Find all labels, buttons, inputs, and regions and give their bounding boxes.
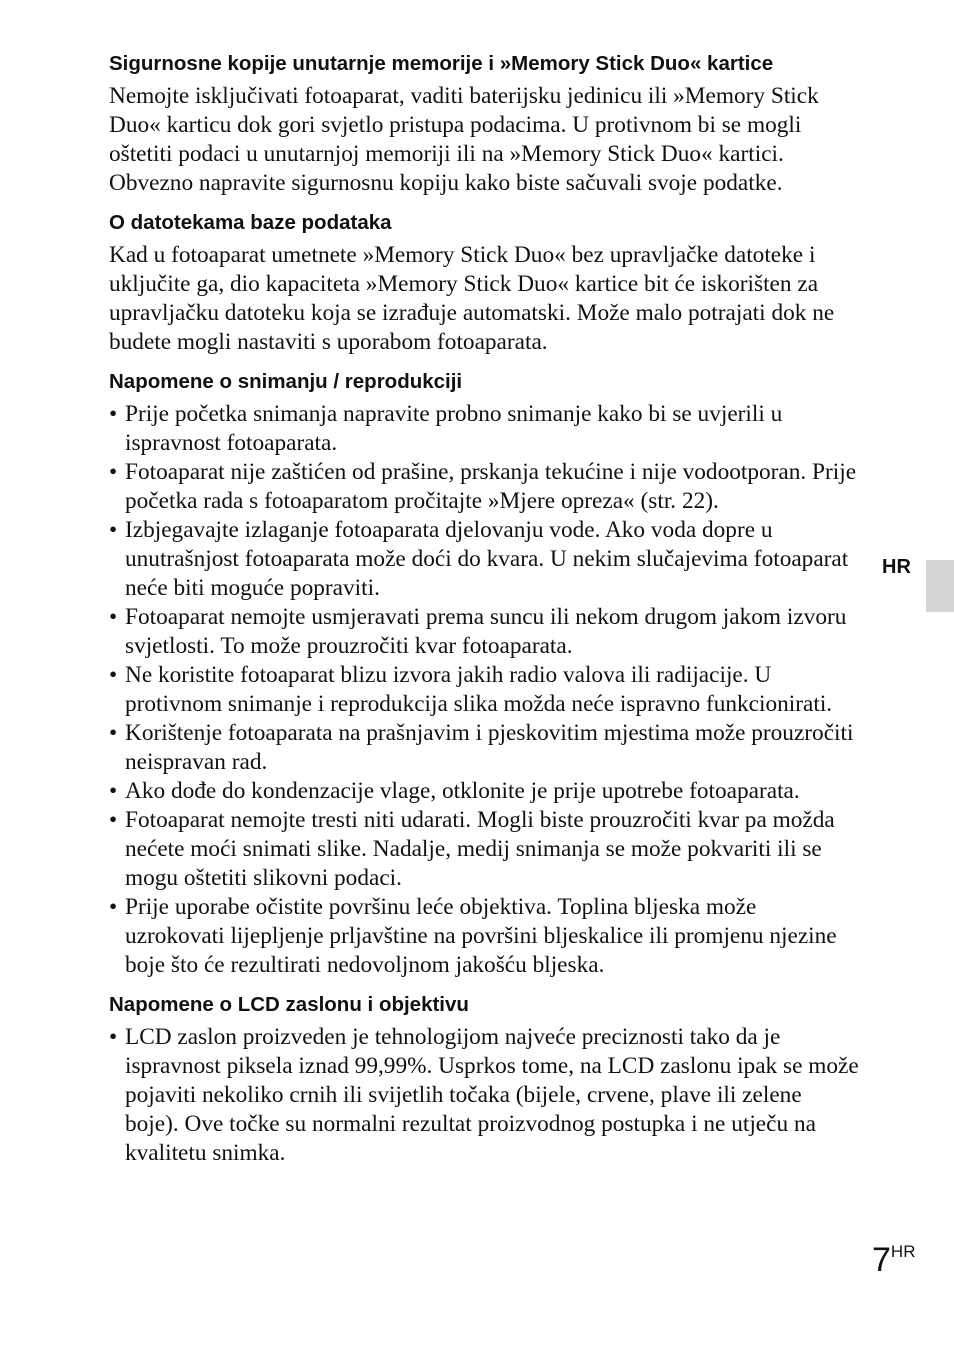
list-item: • Izbjegavajte izlaganje fotoaparata djelovanju vode. Ako voda dopre u unutrašnjost fotoaparata može doći do kvara. U nekim slučajevima fotoaparat neće biti moguće popraviti. bbox=[109, 516, 861, 603]
page-number-value: 7 bbox=[872, 1241, 891, 1279]
section-backup bbox=[109, 50, 861, 198]
section-paragraph: Kad u fotoaparat umetnete »Memory Stick Duo« bez upravljačke datoteke i uključite ga, dio kapaciteta »Memory Stick Duo« kartice bit će iskorišten za upravljačku datoteku koja se izrađuje automatski. Može malo potrajati dok ne budete mogli nastaviti s uporabom fotoaparata. bbox=[109, 242, 835, 355]
list-item: • Prije početka snimanja napravite probno snimanje kako bi se uvjerili u ispravnost fotoaparata. bbox=[109, 400, 861, 458]
list-item: • Prije uporabe očistite površinu leće objektiva. Toplina bljeska može uzrokovati lijepljenje prljavštine na površini bljeskalice ili promjenu njezine boje što će rezultirati nedovoljnom jakošću bljeska. bbox=[109, 893, 861, 980]
bullet-list bbox=[109, 400, 861, 980]
bullet-list bbox=[109, 1023, 861, 1168]
section-heading: O datotekama baze podataka bbox=[109, 211, 392, 234]
section-paragraph: Nemojte isključivati fotoaparat, vaditi baterijsku jedinicu ili »Memory Stick Duo« karticu dok gori svjetlo pristupa podacima. U protivnom bi se mogli oštetiti podaci u unutarnjoj memoriji ili na »Memory Stick Duo« kartici. Obvezno napravite sigurnosnu kopiju kako biste sačuvali svoje podatke. bbox=[109, 83, 819, 196]
list-item: • LCD zaslon proizveden je tehnologijom najveće preciznosti tako da je ispravnost piksela iznad 99,99%. Usprkos tome, na LCD zaslonu ipak se može pojaviti nekoliko crnih ili svijetlih točaka (bijele, crvene, plave ili zelene boje). Ove točke su normalni rezultat proizvodnog postupka i ne utječu na kvalitetu snimka. bbox=[109, 1023, 861, 1168]
page-number-suffix: HR bbox=[890, 1242, 916, 1261]
section-heading: Napomene o LCD zaslonu i objektivu bbox=[109, 993, 469, 1016]
section-database-files bbox=[109, 209, 861, 357]
list-item: • Korištenje fotoaparata na prašnjavim i pjeskovitim mjestima može prouzročiti neispravan rad. bbox=[109, 719, 861, 777]
section-heading: Sigurnosne kopije unutarnje memorije i »Memory Stick Duo« kartice bbox=[109, 52, 774, 75]
list-item: • Fotoaparat nije zaštićen od prašine, prskanja tekućine i nije vodootporan. Prije početka rada s fotoaparatom pročitajte »Mjere opreza« (str. 22). bbox=[109, 458, 861, 516]
list-item: • Fotoaparat nemojte usmjeravati prema suncu ili nekom drugom jakom izvoru svjetlosti. To može prouzročiti kvar fotoaparata. bbox=[109, 603, 861, 661]
list-item: • Ako dođe do kondenzacije vlage, otklonite je prije upotrebe fotoaparata. bbox=[109, 777, 861, 806]
section-heading: Napomene o snimanju / reprodukciji bbox=[109, 370, 463, 393]
language-label: HR bbox=[882, 556, 911, 578]
list-item: • Fotoaparat nemojte tresti niti udarati. Mogli biste prouzročiti kvar pa možda nećete moći snimati slike. Nadalje, medij snimanja se može pokvariti ili se mogu oštetiti slikovni podaci. bbox=[109, 806, 861, 893]
list-item: • Ne koristite fotoaparat blizu izvora jakih radio valova ili radijacije. U protivnom snimanje i reprodukcija slika možda neće ispravno funkcionirati. bbox=[109, 661, 861, 719]
section-lcd-notes bbox=[109, 991, 861, 1168]
section-recording-notes bbox=[109, 368, 861, 980]
page-number bbox=[872, 1240, 915, 1280]
document-content bbox=[109, 50, 861, 1179]
language-tab-marker bbox=[926, 560, 954, 612]
